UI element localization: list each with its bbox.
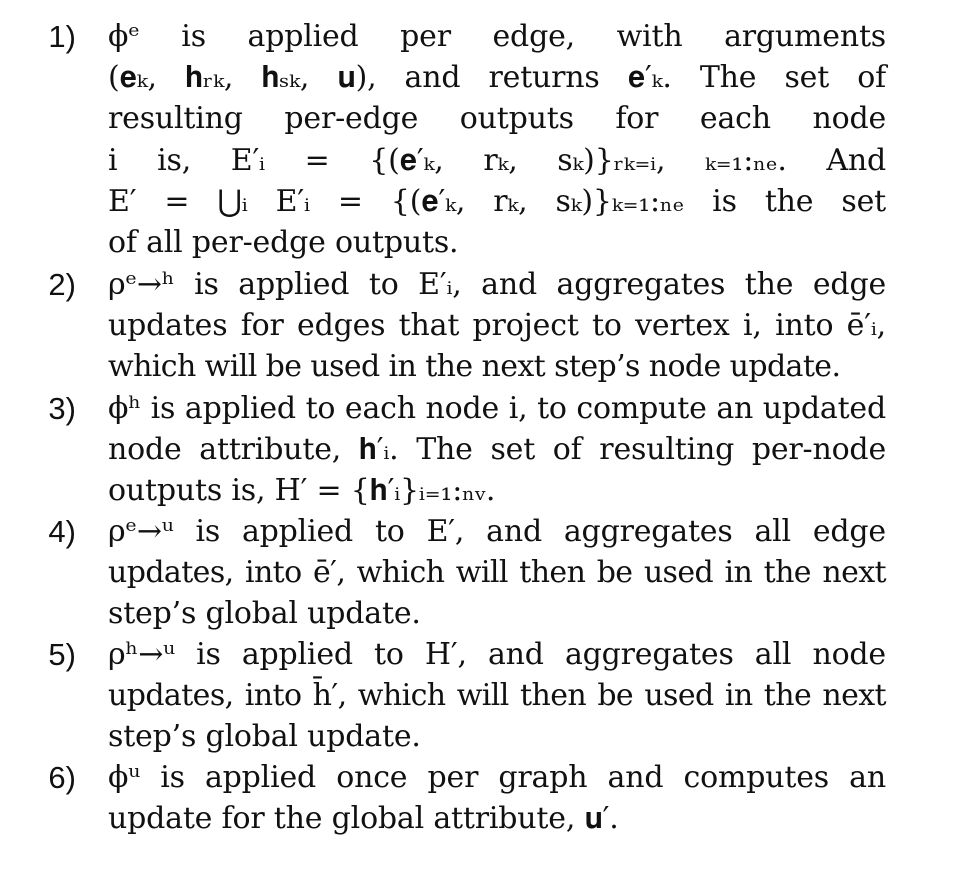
list-item-number: 4)	[48, 514, 76, 549]
text-line: outputs is, H′ = {𝐡′ᵢ}ᵢ₌₁:ₙᵥ.	[108, 473, 496, 508]
text-line: ρᵉ→ʰ is applied to E′ᵢ, and aggregates the edge	[108, 267, 886, 302]
text-line: ϕʰ is applied to each node i, to compute an updated	[108, 391, 886, 426]
text-line: updates, into ē′, which will then be used in the next	[108, 555, 886, 590]
text-line: (𝐞ₖ, 𝐡ᵣₖ, 𝐡ₛₖ, 𝐮), and returns 𝐞′ₖ. The set of	[108, 60, 886, 95]
text-line: ρʰ→ᵘ is applied to H′, and aggregates all node	[108, 637, 886, 672]
list-item-number: 3)	[48, 391, 76, 426]
text-line: which will be used in the next step’s node update.	[108, 349, 841, 384]
text-line: updates, into h̄′, which will then be used in the next	[108, 678, 886, 713]
text-line: ρᵉ→ᵘ is applied to E′, and aggregates all edge	[108, 514, 886, 549]
list-item-number: 6)	[48, 760, 76, 795]
text-line: ϕᵉ is applied per edge, with arguments	[108, 19, 886, 54]
text-line: E′ = ⋃ᵢ E′ᵢ = {(𝐞′ₖ, rₖ, sₖ)}ₖ₌₁:ₙₑ is the set	[108, 184, 886, 219]
list-item-number: 2)	[48, 267, 76, 302]
text-line: of all per-edge outputs.	[108, 225, 459, 260]
text-line: step’s global update.	[108, 596, 421, 631]
text-line: i is, E′ᵢ = {(𝐞′ₖ, rₖ, sₖ)}ᵣₖ₌ᵢ, ₖ₌₁:ₙₑ. And	[108, 143, 886, 178]
list-item-number: 5)	[48, 637, 76, 672]
text-line: ϕᵘ is applied once per graph and computes an	[108, 760, 886, 795]
text-line: updates for edges that project to vertex i, into ē′ᵢ,	[108, 308, 886, 343]
text-line: update for the global attribute, 𝐮′.	[108, 801, 619, 836]
text-line: resulting per-edge outputs for each node	[108, 101, 886, 136]
text-line: step’s global update.	[108, 719, 421, 754]
text-line: node attribute, 𝐡′ᵢ. The set of resulting per-node	[108, 432, 886, 467]
list-item-number: 1)	[48, 19, 76, 54]
